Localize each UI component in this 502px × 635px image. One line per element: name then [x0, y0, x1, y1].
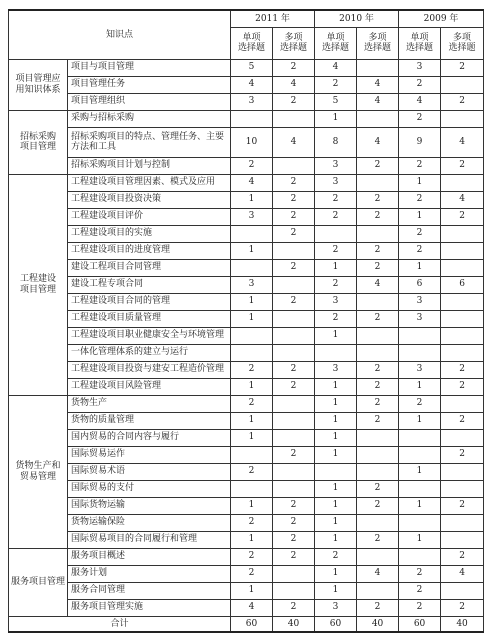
count-cell [441, 582, 484, 599]
count-cell: 2 [441, 412, 484, 429]
count-cell: 1 [231, 582, 273, 599]
count-cell [441, 174, 484, 191]
count-cell [231, 259, 273, 276]
count-cell [441, 242, 484, 259]
count-cell: 2 [273, 174, 315, 191]
count-cell [357, 548, 399, 565]
category-cell: 工程建设 项目管理 [9, 174, 68, 395]
table-row [9, 225, 484, 242]
count-cell: 1 [231, 412, 273, 429]
count-cell: 4 [441, 565, 484, 582]
topic-cell: 工程建设项目投资与建安工程造价管理 [68, 361, 231, 378]
count-cell: 2 [399, 191, 441, 208]
topic-cell: 工程建设项目质量管理 [68, 310, 231, 327]
count-cell [357, 344, 399, 361]
table-row [9, 242, 484, 259]
count-cell: 1 [231, 497, 273, 514]
count-cell [273, 463, 315, 480]
count-cell: 3 [399, 310, 441, 327]
table-row [9, 378, 484, 395]
count-cell: 3 [231, 93, 273, 110]
table-row [9, 93, 484, 110]
count-cell: 2 [231, 565, 273, 582]
count-cell [399, 344, 441, 361]
topic-cell: 国际货物运输 [68, 497, 231, 514]
count-cell: 2 [273, 497, 315, 514]
topic-cell: 项目管理组织 [68, 93, 231, 110]
count-cell [273, 310, 315, 327]
table-row [9, 446, 484, 463]
count-cell [441, 463, 484, 480]
count-cell: 2 [399, 157, 441, 174]
count-cell: 1 [399, 208, 441, 225]
table-row [9, 157, 484, 174]
count-cell: 2 [273, 378, 315, 395]
count-cell [273, 276, 315, 293]
table-row [9, 361, 484, 378]
count-cell: 2 [441, 59, 484, 76]
count-cell: 1 [315, 378, 357, 395]
count-cell [399, 446, 441, 463]
topic-cell: 工程建设项目投资决策 [68, 191, 231, 208]
count-cell: 3 [399, 361, 441, 378]
total-row [9, 616, 484, 632]
count-cell [273, 344, 315, 361]
count-cell: 3 [315, 157, 357, 174]
table-row [9, 531, 484, 548]
count-cell: 2 [273, 208, 315, 225]
multi-choice-header: 多项 选择题 [441, 27, 484, 59]
count-cell [357, 327, 399, 344]
count-cell: 2 [357, 378, 399, 395]
count-cell: 1 [399, 531, 441, 548]
count-cell: 1 [315, 395, 357, 412]
count-cell: 2 [399, 582, 441, 599]
count-cell: 3 [315, 599, 357, 616]
count-cell: 2 [273, 191, 315, 208]
count-cell: 1 [315, 582, 357, 599]
count-cell: 2 [357, 480, 399, 497]
year-header-2010: 2010 年 [315, 10, 399, 27]
table-row [9, 293, 484, 310]
count-cell: 2 [357, 361, 399, 378]
table-row [9, 174, 484, 191]
count-cell: 2 [273, 93, 315, 110]
count-cell [399, 327, 441, 344]
count-cell: 2 [399, 395, 441, 412]
topic-cell: 招标采购项目计划与控制 [68, 157, 231, 174]
table-row [9, 276, 484, 293]
table-row [9, 599, 484, 616]
count-cell: 2 [273, 599, 315, 616]
topic-cell: 国际贸易运作 [68, 446, 231, 463]
count-cell [399, 548, 441, 565]
count-cell: 2 [357, 157, 399, 174]
total-label: 合计 [9, 616, 231, 632]
count-cell: 4 [315, 59, 357, 76]
count-cell: 2 [231, 361, 273, 378]
count-cell: 1 [315, 446, 357, 463]
count-cell: 4 [441, 191, 484, 208]
count-cell: 2 [315, 548, 357, 565]
topic-cell: 一体化管理体系的建立与运行 [68, 344, 231, 361]
count-cell [441, 310, 484, 327]
count-cell: 1 [399, 174, 441, 191]
count-cell: 2 [441, 446, 484, 463]
table-row [9, 429, 484, 446]
count-cell: 4 [357, 127, 399, 157]
count-cell [273, 157, 315, 174]
count-cell [441, 259, 484, 276]
count-cell: 1 [399, 497, 441, 514]
count-cell: 5 [231, 59, 273, 76]
count-cell: 2 [231, 514, 273, 531]
count-cell [441, 480, 484, 497]
table-row [9, 344, 484, 361]
table-row [9, 76, 484, 93]
count-cell: 2 [441, 548, 484, 565]
count-cell: 1 [231, 310, 273, 327]
category-cell: 项目管理应 用知识体系 [9, 59, 68, 110]
count-cell [273, 582, 315, 599]
count-cell: 2 [357, 497, 399, 514]
count-cell [357, 429, 399, 446]
topic-cell: 工程建设项目合同的管理 [68, 293, 231, 310]
count-cell [273, 242, 315, 259]
count-cell: 5 [315, 93, 357, 110]
count-cell: 4 [357, 93, 399, 110]
count-cell: 4 [357, 76, 399, 93]
header-row-years [9, 10, 484, 27]
count-cell: 2 [273, 361, 315, 378]
count-cell: 2 [441, 497, 484, 514]
table-row [9, 548, 484, 565]
count-cell: 2 [441, 599, 484, 616]
table-row [9, 127, 484, 157]
count-cell: 9 [399, 127, 441, 157]
count-cell: 1 [399, 378, 441, 395]
topic-cell: 服务项目概述 [68, 548, 231, 565]
count-cell: 3 [315, 293, 357, 310]
single-choice-header: 单项 选择题 [315, 27, 357, 59]
count-cell: 2 [357, 208, 399, 225]
count-cell [273, 429, 315, 446]
count-cell [357, 463, 399, 480]
count-cell [315, 344, 357, 361]
count-cell: 8 [315, 127, 357, 157]
count-cell [273, 480, 315, 497]
table-row [9, 110, 484, 127]
count-cell: 2 [273, 225, 315, 242]
count-cell: 6 [399, 276, 441, 293]
table-row [9, 480, 484, 497]
count-cell: 4 [231, 599, 273, 616]
topic-cell: 服务合同管理 [68, 582, 231, 599]
count-cell [273, 565, 315, 582]
total-count-cell: 60 [231, 616, 273, 632]
single-choice-header: 单项 选择题 [399, 27, 441, 59]
count-cell: 4 [273, 76, 315, 93]
count-cell: 2 [273, 548, 315, 565]
multi-choice-header: 多项 选择题 [357, 27, 399, 59]
table-row [9, 582, 484, 599]
table-row [9, 59, 484, 76]
topic-cell: 工程建设项目职业健康安全与环境管理 [68, 327, 231, 344]
count-cell: 3 [315, 361, 357, 378]
count-cell: 1 [231, 242, 273, 259]
count-cell: 3 [231, 276, 273, 293]
count-cell: 3 [399, 59, 441, 76]
count-cell: 1 [399, 463, 441, 480]
table-row [9, 463, 484, 480]
count-cell: 4 [441, 127, 484, 157]
topic-cell: 服务项目管理实施 [68, 599, 231, 616]
count-cell: 1 [315, 480, 357, 497]
count-cell: 2 [231, 395, 273, 412]
count-cell [273, 110, 315, 127]
count-cell: 4 [357, 565, 399, 582]
count-cell: 2 [399, 599, 441, 616]
count-cell: 2 [273, 259, 315, 276]
count-cell: 2 [315, 208, 357, 225]
count-cell: 2 [315, 76, 357, 93]
count-cell [231, 480, 273, 497]
count-cell [399, 480, 441, 497]
count-cell: 2 [273, 531, 315, 548]
topic-cell: 货物生产 [68, 395, 231, 412]
count-cell [399, 429, 441, 446]
table-row [9, 191, 484, 208]
count-cell [441, 110, 484, 127]
count-cell: 2 [273, 514, 315, 531]
topic-cell: 国内贸易的合同内容与履行 [68, 429, 231, 446]
topic-cell: 工程建设项目的进度管理 [68, 242, 231, 259]
table-row [9, 514, 484, 531]
count-cell [441, 429, 484, 446]
count-cell [441, 514, 484, 531]
year-header-2009: 2009 年 [399, 10, 484, 27]
count-cell: 2 [399, 225, 441, 242]
count-cell [273, 412, 315, 429]
category-cell: 招标采购 项目管理 [9, 110, 68, 174]
count-cell: 2 [315, 310, 357, 327]
total-count-cell: 60 [315, 616, 357, 632]
count-cell: 2 [231, 157, 273, 174]
count-cell: 1 [231, 531, 273, 548]
count-cell: 1 [315, 110, 357, 127]
count-cell: 2 [357, 531, 399, 548]
topic-cell: 工程建设项目风险管理 [68, 378, 231, 395]
count-cell: 1 [231, 429, 273, 446]
count-cell: 2 [441, 361, 484, 378]
table-row [9, 310, 484, 327]
topic-cell: 国际贸易的支付 [68, 480, 231, 497]
table-row [9, 259, 484, 276]
count-cell: 6 [441, 276, 484, 293]
count-cell: 2 [315, 191, 357, 208]
count-cell: 2 [315, 276, 357, 293]
count-cell: 3 [231, 208, 273, 225]
count-cell: 1 [399, 412, 441, 429]
topic-cell: 国际贸易项目的合同履行和管理 [68, 531, 231, 548]
count-cell: 2 [399, 242, 441, 259]
topic-cell: 货物运输保险 [68, 514, 231, 531]
count-cell: 2 [357, 310, 399, 327]
count-cell [357, 110, 399, 127]
count-cell: 2 [357, 259, 399, 276]
count-cell [357, 174, 399, 191]
topic-cell: 采购与招标采购 [68, 110, 231, 127]
count-cell: 1 [315, 514, 357, 531]
count-cell [231, 446, 273, 463]
topic-cell: 工程建设项目管理因素、模式及应用 [68, 174, 231, 191]
count-cell: 1 [231, 191, 273, 208]
count-cell [315, 463, 357, 480]
count-cell: 2 [399, 565, 441, 582]
total-count-cell: 60 [399, 616, 441, 632]
knowledge-points-header: 知识点 [9, 10, 231, 59]
count-cell: 2 [399, 110, 441, 127]
topic-cell: 工程建设项目的实施 [68, 225, 231, 242]
count-cell [231, 327, 273, 344]
count-cell: 1 [315, 327, 357, 344]
topic-cell: 国际贸易术语 [68, 463, 231, 480]
count-cell [231, 344, 273, 361]
count-cell: 2 [441, 378, 484, 395]
count-cell [441, 327, 484, 344]
count-cell [357, 446, 399, 463]
table-row [9, 395, 484, 412]
table-body [9, 59, 484, 632]
count-cell: 1 [315, 429, 357, 446]
count-cell: 2 [441, 208, 484, 225]
count-cell: 3 [315, 174, 357, 191]
count-cell: 2 [231, 548, 273, 565]
count-cell: 2 [357, 242, 399, 259]
count-cell [441, 344, 484, 361]
count-cell: 2 [441, 93, 484, 110]
total-count-cell: 40 [357, 616, 399, 632]
count-cell: 1 [315, 531, 357, 548]
count-cell: 1 [231, 293, 273, 310]
count-cell [231, 110, 273, 127]
single-choice-header: 单项 选择题 [231, 27, 273, 59]
topic-cell: 建设工程项目合同管理 [68, 259, 231, 276]
count-cell: 2 [273, 293, 315, 310]
count-cell: 1 [315, 412, 357, 429]
count-cell [441, 395, 484, 412]
count-cell: 1 [231, 378, 273, 395]
count-cell: 4 [399, 93, 441, 110]
table-row [9, 327, 484, 344]
topic-cell: 招标采购项目的特点、管理任务、主要方法和工具 [68, 127, 231, 157]
count-cell: 4 [231, 174, 273, 191]
count-cell: 1 [315, 497, 357, 514]
count-cell [273, 327, 315, 344]
count-cell: 2 [357, 395, 399, 412]
count-cell: 2 [273, 446, 315, 463]
count-cell: 1 [399, 259, 441, 276]
category-cell: 货物生产和 贸易管理 [9, 395, 68, 548]
count-cell: 2 [315, 242, 357, 259]
multi-choice-header: 多项 选择题 [273, 27, 315, 59]
topic-cell: 项目与项目管理 [68, 59, 231, 76]
count-cell: 2 [231, 463, 273, 480]
count-cell [441, 225, 484, 242]
count-cell [441, 531, 484, 548]
count-cell: 1 [315, 565, 357, 582]
count-cell: 3 [399, 293, 441, 310]
year-header-2011: 2011 年 [231, 10, 315, 27]
count-cell: 1 [315, 259, 357, 276]
exam-statistics-table-wrapper [8, 9, 484, 633]
count-cell [357, 293, 399, 310]
count-cell [441, 76, 484, 93]
count-cell: 2 [357, 412, 399, 429]
category-cell: 服务项目管理 [9, 548, 68, 616]
topic-cell: 建设工程专项合同 [68, 276, 231, 293]
total-count-cell: 40 [441, 616, 484, 632]
topic-cell: 项目管理任务 [68, 76, 231, 93]
count-cell: 4 [357, 276, 399, 293]
count-cell [357, 582, 399, 599]
count-cell [441, 293, 484, 310]
count-cell: 4 [273, 127, 315, 157]
count-cell [231, 225, 273, 242]
table-row [9, 497, 484, 514]
topic-cell: 服务计划 [68, 565, 231, 582]
table-row [9, 565, 484, 582]
total-count-cell: 40 [273, 616, 315, 632]
count-cell [357, 225, 399, 242]
count-cell: 2 [441, 157, 484, 174]
topic-cell: 货物的质量管理 [68, 412, 231, 429]
count-cell [399, 514, 441, 531]
exam-statistics-table [8, 9, 484, 633]
count-cell: 10 [231, 127, 273, 157]
count-cell: 2 [357, 599, 399, 616]
count-cell [273, 395, 315, 412]
table-row [9, 208, 484, 225]
table-row [9, 412, 484, 429]
count-cell: 2 [399, 76, 441, 93]
count-cell: 4 [231, 76, 273, 93]
topic-cell: 工程建设项目评价 [68, 208, 231, 225]
count-cell [315, 225, 357, 242]
count-cell: 2 [273, 59, 315, 76]
count-cell [357, 514, 399, 531]
count-cell [357, 59, 399, 76]
count-cell: 2 [357, 191, 399, 208]
